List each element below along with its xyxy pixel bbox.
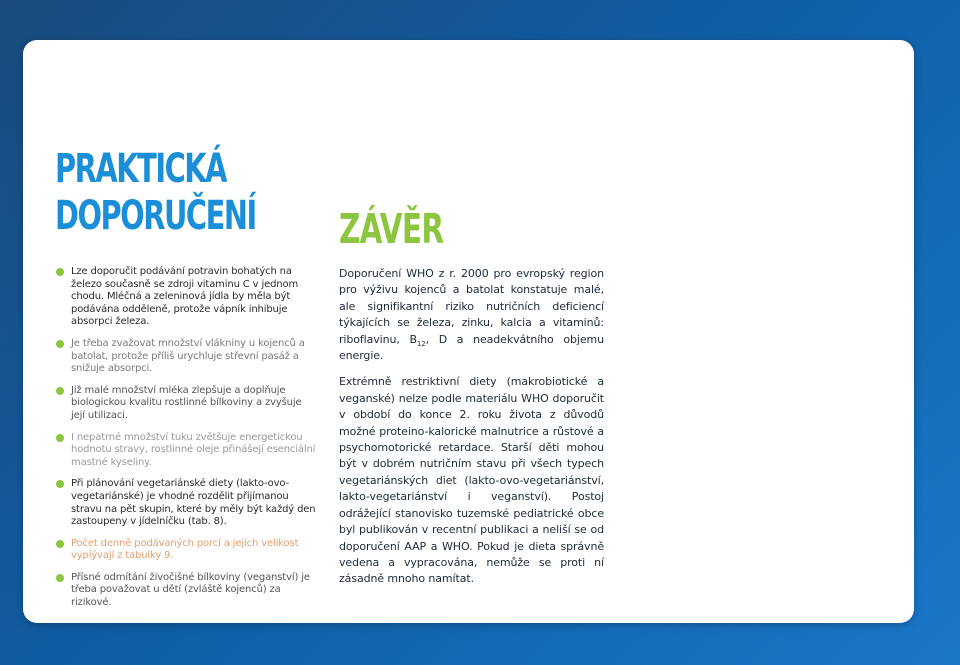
list-item: Již malé množství mléka zlepšuje a doplňuje biologickou kvalitu rostlinné bílkoviny a zvyšuje její utilizaci. [56,385,318,423]
bullet-dot-icon [56,340,64,348]
bullet-dot-icon [56,434,64,442]
list-item: Lze doporučit podávání potravin bohatých na železo současně se zdroji vitaminu C v jednom chodu. Mléčná a zeleninová jídla by měla být podávána odděleně, protože vápník inhibuje absorpci železa. [56,266,318,329]
list-item: Je třeba zvažovat množství vlákniny u kojenců a batolat, protože příliš urychluje střevní pasáž a snižuje absorpci. [56,338,318,376]
subscript: 12 [416,339,426,348]
conclusion-text [339,266,604,598]
section-title-practical [55,146,256,240]
conclusion-paragraph-1: Doporučení WHO z r. 2000 pro evropský region pro výživu kojenců a batolat konstatuje malé, ale signifikantní riziko nutričních deficiencí týkajících se železa, zinku, kalcia a vitaminů: riboflavinu, $B_{12}$, D a neadekvátního objemu energie. [339,267,604,363]
list-item: I nepatrné množství tuku zvětšuje energetickou hodnotu stravy, rostlinné oleje přinášejí esenciální mastné kyseliny. [56,432,318,470]
content-card [23,40,914,623]
title-line-2: DOPORUČENÍ [55,193,256,239]
title-line-1: PRAKTICKÁ [55,146,227,192]
bullet-dot-icon [56,268,64,276]
bullet-dot-icon [56,480,64,488]
recommendation-list [56,266,318,619]
list-item: Počet denně podávaných porcí a jejich velikost vyplývají z tabulky 9. [56,538,318,563]
list-item: Přísné odmítání živočišné bílkoviny (veganství) je třeba považovat u dětí (zvláště kojenců) za rizikové. [56,572,318,610]
conclusion-paragraph-2: Extrémně restriktivní diety (makrobiotické a veganské) nelze podle materiálu WHO doporučit v období do konce 2. roku života z důvodů možné proteino-kalorické malnutrice a růstové a psychomotorické retardace. Starší děti mohou být v dobrém nutričním stavu při všech typech vegetariánských diet (lakto-ovo-vegetariánství, lakto-vegetariánství i veganství). Postoj odrážející stanovisko tuzemské pediatrické obce byl publikován v recentní publikaci a neliší se od doporučení AAP a WHO. Pokud je dieta správně vedena a vypracována, nemůže se proti ní zásadně mnoho namítat. [339,375,604,586]
section-title-conclusion: ZÁVĚR [339,205,444,253]
bullet-dot-icon [56,387,64,395]
bullet-dot-icon [56,574,64,582]
bullet-dot-icon [56,540,64,548]
list-item: Při plánování vegetariánské diety (lakto-ovo-vegetariánské) je vhodné rozdělit přijímanou stravu na pět skupin, které by měly být každý den zastoupeny v jídelníčku (tab. 8). [56,478,318,528]
